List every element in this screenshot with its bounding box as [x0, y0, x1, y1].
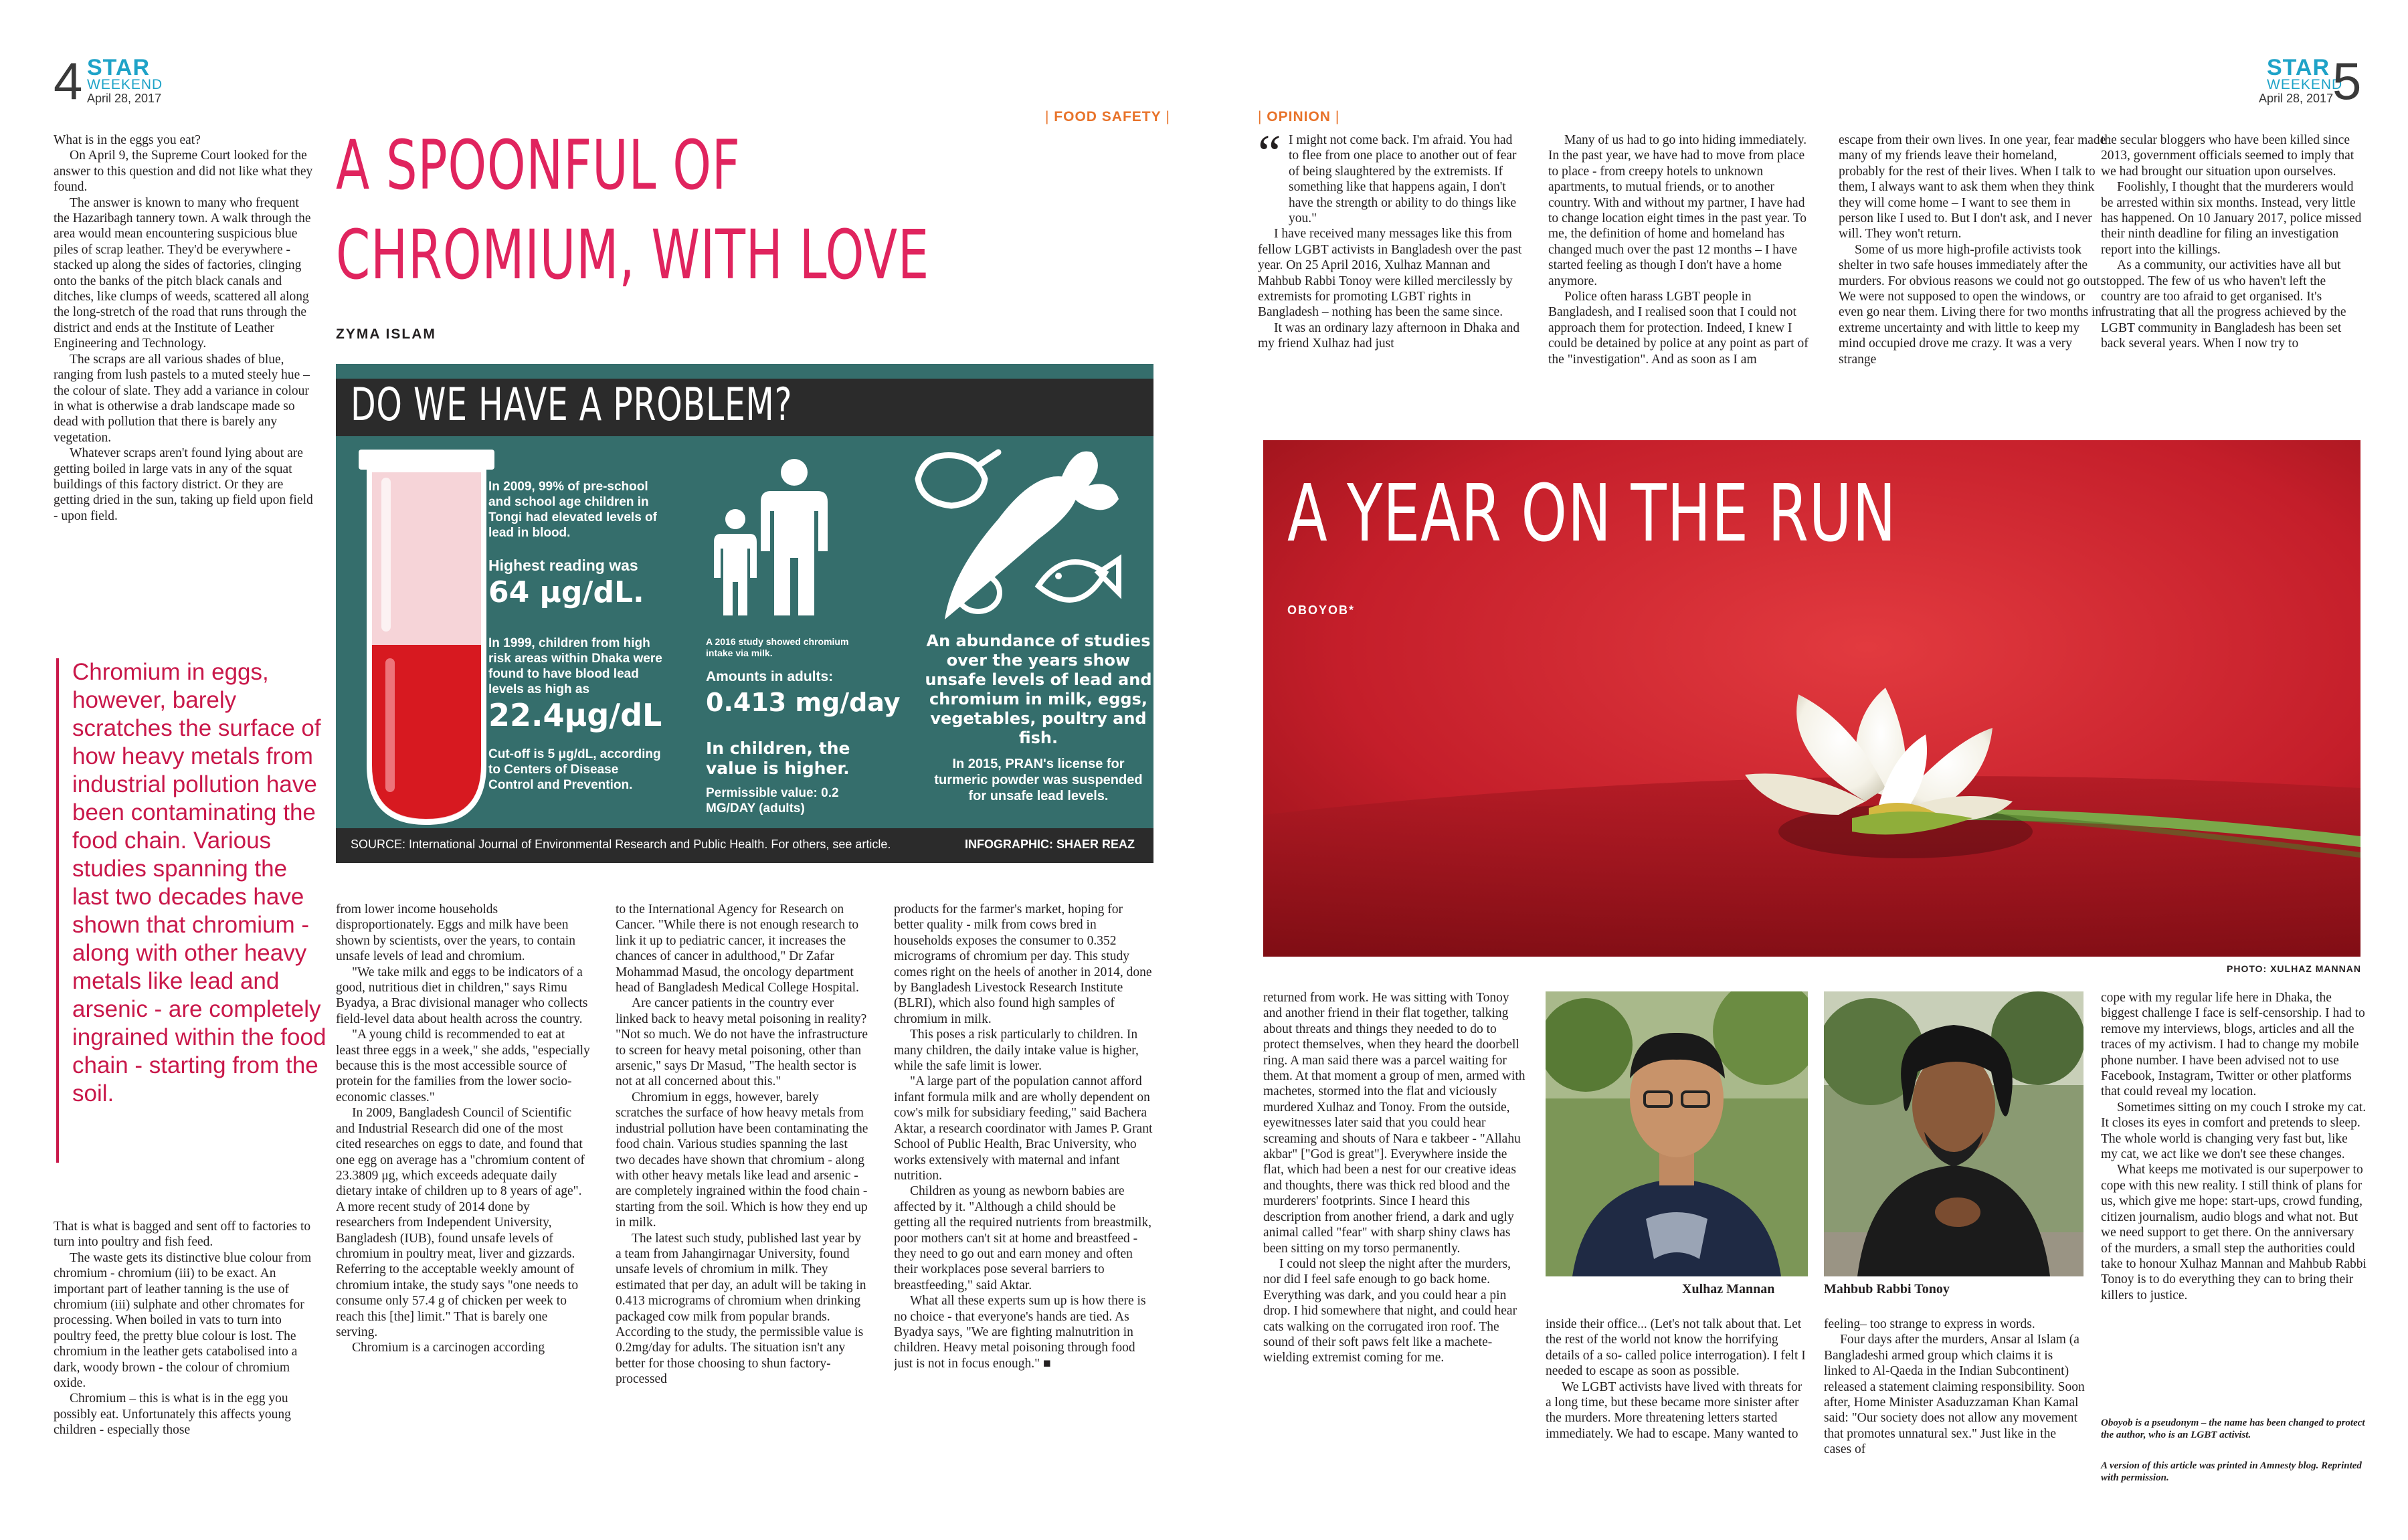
stat-dhaka-text: In 1999, children from high risk areas within Dhaka were found to have blood lead levels as high as [488, 636, 662, 696]
article-column-4 [894, 902, 1153, 1517]
masthead-date-left: April 28, 2017 [87, 92, 162, 105]
food-icon [905, 439, 1125, 633]
author-footnote: Oboyob is a pseudonym – the name has been changed to protect the author, who is an LGBT activist. [2101, 1418, 2365, 1440]
paragraph: As a community, our activities have all but stopped. The few of us who haven't left the country are too afraid to get organised. It's frustrating that all the progress achieved by the LGBT community in Bangladesh has been set back several years. When I now try to [2101, 258, 2346, 351]
stat-tongi-text: In 2009, 99% of pre-school and school age children in Tongi had elevated levels of lead in blood. [488, 480, 657, 540]
adults-value: 0.413 mg/day [706, 688, 901, 717]
masthead-weekend-right: WEEKEND [2267, 77, 2343, 92]
test-tube-icon [355, 444, 498, 829]
stat-highest-value: 64 μg/dL. [488, 575, 644, 609]
pran-text: In 2015, PRAN's license for turmeric powder was suspended for unsafe lead levels. [934, 757, 1143, 803]
stat-highest-label: Highest reading was [488, 557, 638, 574]
section-tag-label: OPINION [1267, 109, 1331, 124]
paragraph: That is what is bagged and sent off to factories to turn into poultry and fish feed. [54, 1220, 311, 1250]
paragraph: It was an ordinary lazy afternoon in Dhaka and my friend Xulhaz had just [1258, 320, 1520, 351]
paragraph: feeling– too strange to express in words. [1824, 1317, 2035, 1331]
page-number-right: 5 [2332, 52, 2362, 110]
infographic-source: SOURCE: International Journal of Environmental Research and Public Health. For others, see article. [351, 838, 891, 851]
paragraph: The latest such study, published last year by a team from Jahangirnagar University, found unsafe levels of chromium in milk. They estimated that per day, an adult will be taking in 0.413 micrograms of chromium when drinking packaged cow milk from popular brands. According to the study, the permissible value is 0.2mg/day for adults. The situation isn't any better for those choosing to shun factory-processed [616, 1231, 866, 1387]
paragraph: Chromium in eggs, however, barely scratches the surface of how heavy metals from industrial pollution have been contaminating the food chain. Various studies spanning the last two decades have shown that chromium - along with other heavy metals like lead and arsenic - are completely ingrained within the food chain - starting from the soil. Which is how they end up in milk. [616, 1090, 868, 1230]
paragraph: In 2009, Bangladesh Council of Scientific and Industrial Research did one of the most cited researches on eggs to date, and found that one egg on average has a "chromium content of 23.3809 μg, which exceeds adequate daily dietary intake of children up to 8 years of age". A more recent study of 2014 done by researchers from Independent University, Bangladesh (IUB), found unsafe levels of chromium in poultry meat, liver and gizzards. Referring to the acceptable weekly amount of chromium intake, the study says "one needs to consume only 57.4 g of chicken per week to reach this [the] limit." That is barely one serving. [336, 1106, 585, 1339]
pullquote-rule [56, 658, 59, 1163]
article-column-2 [336, 902, 590, 1517]
paragraph: What is in the eggs you eat? [54, 133, 201, 147]
opinion-column-b [1548, 132, 1816, 420]
article-column-1-top [54, 132, 314, 624]
paragraph: Whatever scraps aren't found lying about are getting boiled in large vats in any of the squat buildings of this factory district. Or they are getting dried in the sun, taking up field upon field - upon field. [54, 446, 313, 523]
paragraph: On April 9, the Supreme Court looked for the answer to this question and did not like what they found. [54, 149, 313, 195]
pullquote: Chromium in eggs, however, barely scratches the surface of how heavy metals from industrial pollution have been contaminating the food chain. Various studies spanning the last two decades have shown that chromium - along with other heavy metals like lead and arsenic - are completely ingrained within the food chain - starting from the soil. [72, 659, 327, 1106]
paragraph: from lower income households disproportionately. Eggs and milk have been shown by scientists, over the years, to contain unsafe levels of lead and chromium. [336, 902, 575, 964]
paragraph: Four days after the murders, Ansar al Islam (a Bangladeshi armed group which claims it is linked to Al-Qaeda in the Indian Subcontinent) released a statement claiming responsibility. Soon after, Home Minister Asaduzzaman Khan Kamal said: "Our society does not allow any movement that promotes unnatural sex." Just like in the cases of [1824, 1333, 2085, 1457]
paragraph: Chromium is a carcinogen according [352, 1341, 545, 1355]
opinion-column-g [1824, 1317, 2086, 1517]
paragraph: cope with my regular life here in Dhaka, the biggest challenge I face is self-censorship. I had to remove my interviews, blogs, articles and all the traces of my activism. I had to change my mobile phone number. I have been advised not to use Facebook, Instagram, Twitter or other platforms that could reveal my location. [2101, 991, 2365, 1099]
section-tag-food-safety: | FOOD SAFETY | [1045, 109, 1170, 124]
paragraph: I have received many messages like this from fellow LGBT activists in Bangladesh over the past year. On 25 April 2016, Xulhaz Mannan and Mahbub Rabbi Tonoy were killed mercilessly by extremists for promoting LGBT rights in Bangladesh – nothing has been the same since. [1258, 227, 1522, 320]
paragraph: We LGBT activists have lived with threats for a long time, but these became more sinister after the murders. More threatening letters started immediately. We had to escape. Many wanted to [1546, 1379, 1802, 1441]
paragraph: Some of us more high-profile activists took shelter in two safe houses immediately after the murders. For obvious reasons we could not go out. We were not supposed to open the windows, or even go near them. Living there for two months in extreme uncertainty and with little to keep my mind occupied drove me crazy. It was a very strange [1839, 242, 2104, 367]
opinion-column-a [1258, 132, 1525, 420]
adults-label: Amounts in adults: [706, 669, 834, 684]
opinion-byline: OBOYOB* [1287, 603, 1356, 617]
caption-xulhaz-mannan: Xulhaz Mannan [1682, 1282, 1775, 1296]
opening-quote-mark: “ [1258, 124, 1281, 182]
caption-mahbub-rabbi-tonoy: Mahbub Rabbi Tonoy [1824, 1282, 1950, 1296]
masthead-weekend-left: WEEKEND [87, 77, 163, 92]
milk-study-text: A 2016 study showed chromium intake via milk. [706, 636, 849, 658]
portrait-xulhaz-mannan [1546, 991, 1808, 1276]
article-column-1-bottom [54, 1219, 314, 1513]
infographic-credit: INFOGRAPHIC: SHAER REAZ [964, 838, 1135, 851]
opinion-column-c [1839, 132, 2106, 420]
paragraph: "We take milk and eggs to be indicators of a good, nutritious diet in children," says Rimu Byadya, a Brac divisional manager who collects field-level data about health across the country. [336, 965, 588, 1026]
paragraph: returned from work. He was sitting with Tonoy and another friend in their flat together, talking about threats and things they needed to do to protect themselves, when they heard the doorbell ring. A man said there was a parcel waiting for them. At that moment a group of men, armed with machetes, stormed into the flat and viciously murdered Xulhaz and Tonoy. From the outside, eyewitnesses later said that you could hear screaming and shouts of Nara e takbeer - "Allahu akbar" ["God is great"]. Everywhere inside the flat, which had been a nest for our creative ideas and thoughts, there was thick red blood and the murderers' footprints. Since I heard this description from another friend, a dark and ugly animal called "fear" with sharp shiny claws has been sitting on my torso permanently. [1263, 991, 1525, 1256]
reprint-footnote: A version of this article was printed in Amnesty blog. Reprinted with permission. [2101, 1460, 2362, 1483]
stat-dhaka-value: 22.4μg/dL [488, 697, 662, 733]
article-column-3 [616, 902, 868, 1517]
paragraph: The answer is known to many who frequent the Hazaribagh tannery town. A walk through the area would mean encountering suspicious blue piles of scrap leather. They'd be everywhere - stacked up along the sides of factories, clinging onto the banks of the pitch black canals and ditches, like clumps of weeds, scattered all along the long-stretch of the road that runs through the district and ends at the Institute of Leather Engineering and Technology. [54, 195, 311, 351]
paragraph: The scraps are all various shades of blue, ranging from lush pastels to a muted steely hue – the colour of slate. They add a variance in colour in what is otherwise a drab landscape made so dead with pollution that there is barely any vegetation. [54, 352, 310, 445]
portrait-mahbub-rabbi-tonoy [1824, 991, 2083, 1276]
page-number-left: 4 [54, 52, 83, 110]
hero-photo [1263, 440, 2360, 957]
headline-line-1: A SPOONFUL OF [336, 126, 741, 205]
stat-cutoff-note: Cut-off is 5 μg/dL, according to Centers of Disease Control and Prevention. [488, 747, 661, 792]
paragraph: The waste gets its distinctive blue colour from chromium - chromium (iii) to be exact. An important part of leather tanning is the use of chromium (iii) sulphate and other chromates for processing. When boiled in vats to turn into poultry feed, the pretty blue colour is lost. The chromium in the leather gets catabolised into a dark, woody brown - the colour of chromium oxide. [54, 1250, 312, 1391]
infographic-source-bar [336, 828, 1153, 863]
byline: ZYMA ISLAM [336, 326, 436, 342]
headline-line-2: CHROMIUM, WITH LOVE [336, 215, 930, 295]
person-photo-icon [1546, 991, 1808, 1276]
paragraph: the secular bloggers who have been killed since 2013, government officials seemed to imply that we had brought our situation upon ourselves. [2101, 133, 2354, 179]
paragraph: "A young child is recommended to eat at least three eggs in a week," she adds, "especially because this is the most accessible source of protein for the families from the lower socio-economic classes." [336, 1028, 590, 1104]
paragraph: Foolishly, I thought that the murderers would be arrested within six months. Instead, very little has happened. On 10 January 2017, police missed their ninth deadline for filing an investigation report into the killings. [2101, 180, 2362, 257]
paragraph: "A large part of the population cannot afford infant formula milk and are wholly dependent on cow's milk for subsidiary feeding," said Bachera Aktar, a research coordinator with James P. Grant School of Public Health, Brac University, who works extensively with maternal and infant nutrition. [894, 1074, 1153, 1183]
paragraph: to the International Agency for Research on Cancer. "While there is not enough research to link it up to pediatric cancer, it increases the chances of cancer in adulthood," Dr Zafar Mohammad Masud, the oncology department head of Bangladesh Medical College Hospital. [616, 902, 859, 995]
section-tag-label: FOOD SAFETY [1054, 109, 1162, 124]
paragraph: What keeps me motivated is our superpower to cope with this new reality. I still think of plans for us, which give me hope: start-ups, crowd funding, citizen journalism, audio blogs and what not. But we need support to get there. On the anniversary of the murders, a small step the authorities could take to honour Xulhaz Mannan and Mahbub Rabbi Tonoy is to do everything they can to bring their killers to justice. [2101, 1163, 2367, 1303]
masthead-date-right: April 28, 2017 [2259, 92, 2334, 105]
paragraph: Chromium – this is what is in the egg you possibly eat. Unfortunately this affects young children - especially those [54, 1391, 291, 1438]
infographic-title: DO WE HAVE A PROBLEM? [351, 379, 793, 431]
masthead-brand-left: STAR [87, 55, 151, 80]
opinion-column-e [1263, 990, 1530, 1519]
paragraph: escape from their own lives. In one year, fear made many of my friends leave their homeland, probably for the rest of their lives. When I talk to them, I always want to ask them when they think they will come home – I want to see them in person like I used to. But I don't ask, and I never will. They won't return. [1839, 133, 2106, 242]
paragraph: Many of us had to go into hiding immediately. In the past year, we have had to move from place to place - from creepy hotels to unknown apartments, to mutual friends, or to another country. With and without my partner, I have had to change location eight times in the past year. To me, the definition of home and homeland has changed much over the past 12 months – I have started feeling as though I don't have a home anymore. [1548, 133, 1807, 288]
paragraph: Police often harass LGBT people in Bangladesh, and I realised soon that I could not approach them for protection. Indeed, I knew I could be detained by police at any point as part of the "investigation". And as soon as I am [1548, 290, 1809, 367]
photo-credit: PHOTO: XULHAZ MANNAN [2227, 963, 2361, 974]
masthead-brand-right: STAR [2267, 55, 2330, 80]
opinion-column-f [1546, 1317, 1808, 1517]
opinion-column-d [2101, 132, 2369, 420]
permissible-value: Permissible value: 0.2 MG/DAY (adults) [706, 786, 839, 815]
paragraph: Children as young as newborn babies are affected by it. "Although a child should be getting all the required nutrients from breastmilk, poor mothers can't sit at home and breastfeed - they need to go out and earn money and often their workplaces pose several barriers to breastfeeding," said Aktar. [894, 1184, 1152, 1292]
paragraph: Are cancer patients in the country ever linked back to heavy metal poisoning in reality? "Not so much. We do not have the infrastructure to screen for heavy metal poisoning, other than arsenic," says Dr Masud, "The health sector is not at all concerned about this." [616, 996, 868, 1089]
family-icon [707, 458, 841, 618]
children-note: In children, the value is higher. [706, 739, 850, 778]
infographic [336, 364, 1153, 863]
paragraph: I might not come back. I'm afraid. You had to flee from one place to another out of fear of being slaughtered by the extremists. If something like that happens again, I don't have the strength or ability to do things like you." [1289, 133, 1517, 226]
paragraph: Sometimes sitting on my couch I stroke my cat. It closes its eyes in comfort and pretends to sleep. The whole world is changing very fast but, like my cat, we act like we don't see these changes. [2101, 1100, 2367, 1162]
person-photo-icon [1824, 991, 2083, 1276]
opinion-column-h [2101, 990, 2367, 1405]
paragraph: inside their office... (Let's not talk about that. Let the rest of the world not know the horrifying details of a so- called police interrogation). I felt I needed to escape as soon as possible. [1546, 1317, 1806, 1379]
abundance-text: An abundance of studies over the years show unsafe levels of lead and chromium in milk, eggs, vegetables, poultry and fish. [925, 632, 1152, 747]
paragraph: products for the farmer's market, hoping for better quality - milk from cows bred in households exposes the consumer to 0.352 micrograms of chromium per day. This study comes right on the heels of another in 2014, done by Bangladesh Livestock Research Institute (BLRI), which also found high samples of chromium in milk. [894, 902, 1152, 1026]
opinion-headline: A YEAR ON THE RUN [1287, 467, 1897, 559]
section-tag-opinion: | OPINION | [1258, 109, 1340, 124]
paragraph: I could not sleep the night after the murders, nor did I feel safe enough to go back home. Everything was dark, and you could hear a pin drop. I hid somewhere that night, and could hear cats walking on the corrugated iron roof. The sound of their soft paws felt like a machete-wielding extremist coming for me. [1263, 1256, 1517, 1365]
paragraph: What all these experts sum up is how there is no choice - that everyone's hands are tied. As Byadya says, "We are fighting malnutrition in children. Heavy metal poisoning through food just is not in focus enough." ■ [894, 1294, 1146, 1371]
paragraph: This poses a risk particularly to children. In many children, the daily intake value is higher, while the safe limit is lower. [894, 1028, 1139, 1074]
